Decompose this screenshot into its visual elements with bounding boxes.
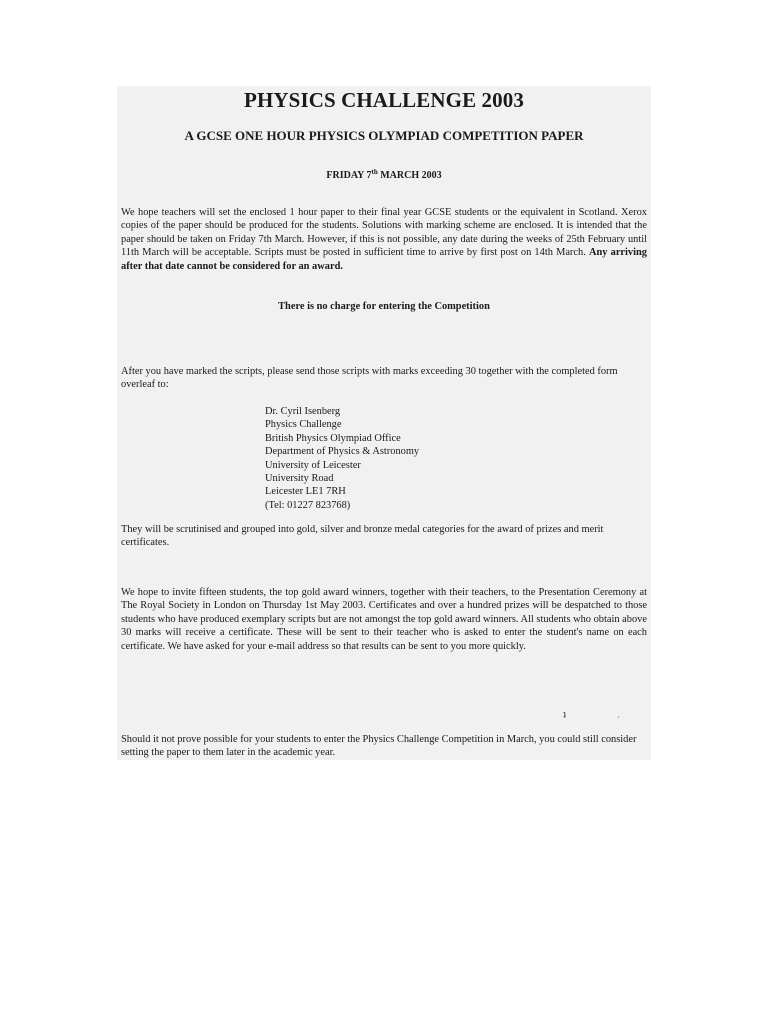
presentation-ceremony-paragraph: We hope to invite fifteen students, the top gold award winners, together with their teachers, to the Presentation Ceremony at The Royal Society in London on Thursday 1st May 2003. Certificates and over a hundred prizes will be despatched to those students who have produced exemplary scripts but are not amongst the top gold award winners. All students who obtain above 30 marks will receive a certificate. These will be sent to their teacher who is asked to enter the student's name on each certificate. We have asked for your e-mail address so that results can be sent to you more quickly. (121, 587, 647, 652)
intro-text: We hope teachers will set the enclosed 1 hour paper to their final year GCSE students or the equivalent in Scotland. Xerox copies of the paper should be produced for the students. Solutions with marking scheme are enclosed. It is intended that the paper should be taken on Friday 7th March. However, if this is not possible, any date during the weeks of 25th February until 11th March will be acceptable. Scripts must be posted in sufficient time to arrive by first post on 14th March. (121, 207, 647, 259)
alternative-timing-paragraph: Should it not prove possible for your students to enter the Physics Challenge Competition in March, you could still consider setting the paper to them later in the academic year. (121, 734, 637, 759)
medal-categories-paragraph: They will be scrutinised and grouped into gold, silver and bronze medal categories for the award of prizes and merit certificates. (121, 524, 604, 549)
address-line: British Physics Olympiad Office (265, 432, 401, 444)
intro-deadline-warning: Any arriving after that date cannot be considered for an award. (121, 247, 647, 272)
address-line: Department of Physics & Astronomy (265, 446, 420, 458)
intro-paragraph (121, 206, 647, 273)
scan-artifact: · (617, 713, 620, 722)
scan-artifact: ʇ (563, 709, 567, 721)
date-ordinal: th (371, 168, 378, 176)
document-subtitle: A GCSE ONE HOUR PHYSICS OLYMPIAD COMPETITION PAPER (184, 128, 584, 143)
competition-date (117, 170, 651, 181)
postal-address (265, 405, 419, 512)
scanned-document-page (117, 86, 651, 760)
date-suffix: MARCH 2003 (377, 170, 442, 181)
address-line: Dr. Cyril Isenberg (265, 406, 341, 417)
address-line: University Road (265, 473, 334, 485)
date-prefix: FRIDAY 7 (326, 170, 372, 181)
address-line: University of Leicester (265, 459, 361, 471)
send-scripts-paragraph: After you have marked the scripts, please send those scripts with marks exceeding 30 together with the completed form overleaf to: (121, 366, 618, 391)
address-line: (Tel: 01227 823768) (265, 499, 351, 511)
document-title: PHYSICS CHALLENGE 2003 (244, 88, 524, 112)
address-line: Physics Challenge (265, 419, 342, 431)
address-line: Leicester LE1 7RH (265, 486, 346, 498)
no-charge-notice: There is no charge for entering the Competition (278, 301, 490, 312)
